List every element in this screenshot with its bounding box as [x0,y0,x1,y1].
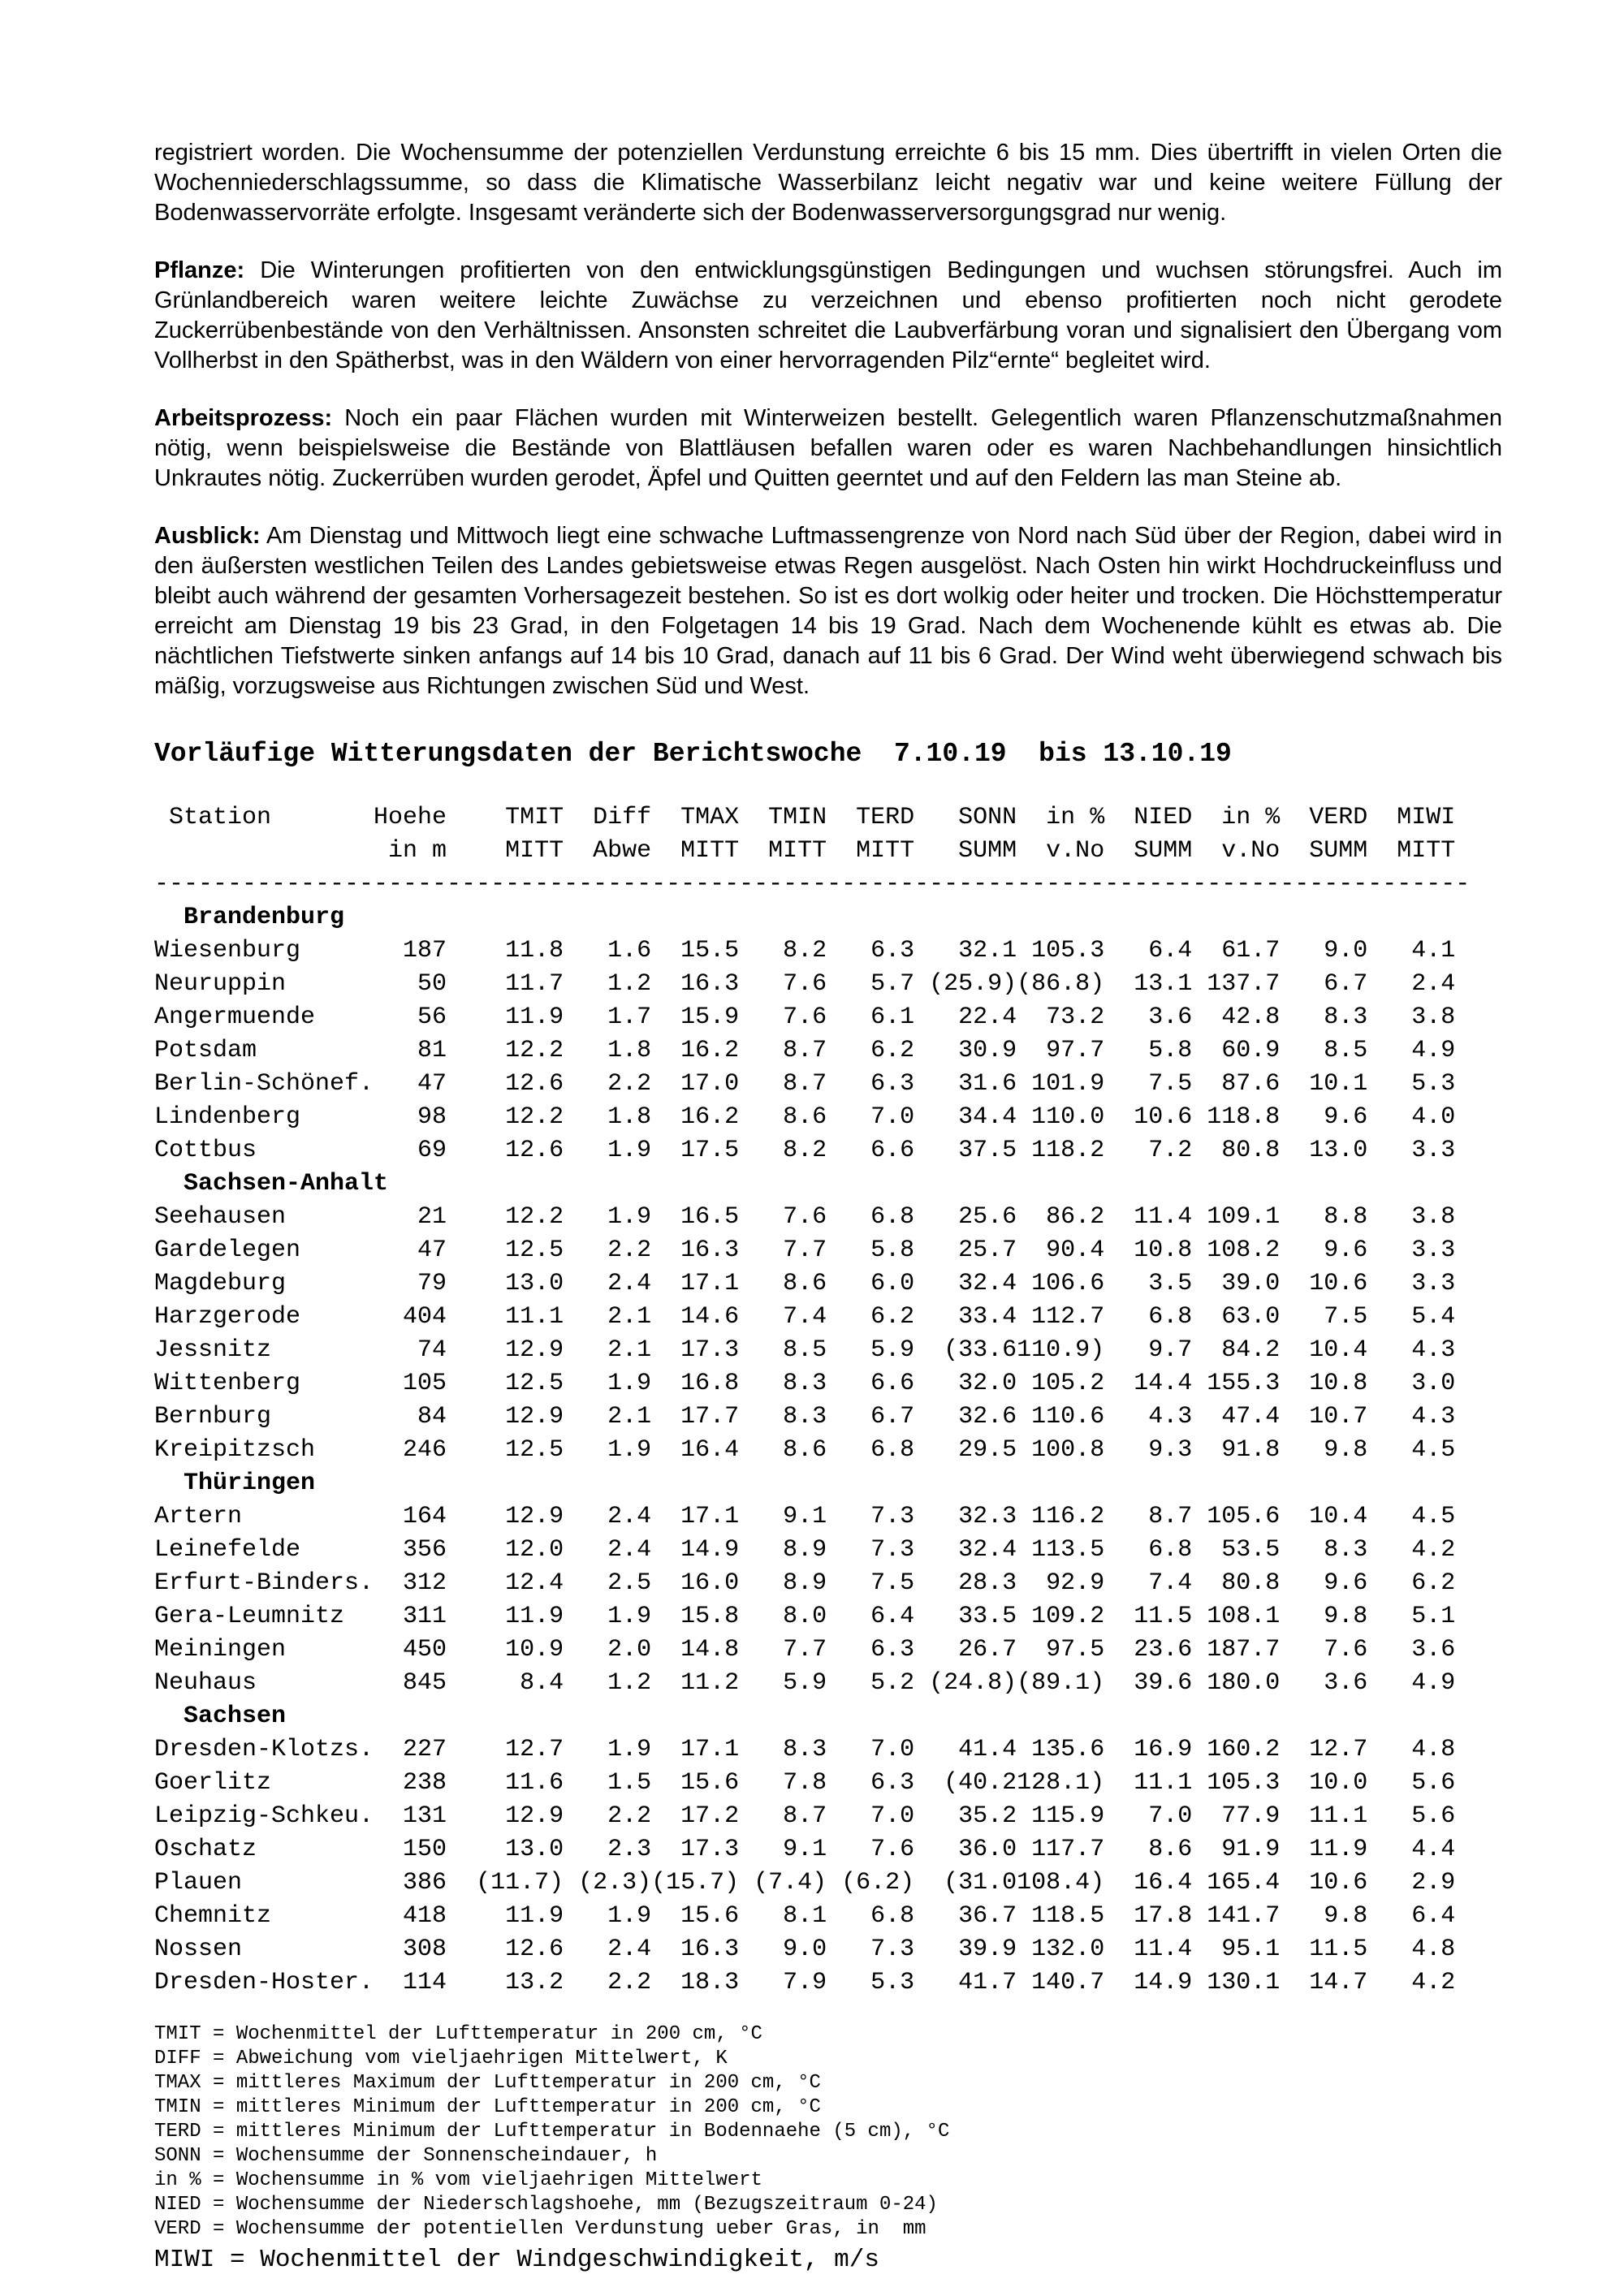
table-row: Cottbus 69 12.6 1.9 17.5 8.2 6.6 37.5 118.2 7.2 80.8 13.0 3.3 [154,1137,1456,1164]
legend-line: TMIN = mittleres Minimum der Lufttemperatur in 200 cm, °C [154,2096,821,2118]
table-row: Dresden-Klotzs. 227 12.7 1.9 17.1 8.3 7.0 41.4 135.6 16.9 160.2 12.7 4.8 [154,1736,1456,1763]
table-row: Lindenberg 98 12.2 1.8 16.2 8.6 7.0 34.4 110.0 10.6 118.8 9.6 4.0 [154,1103,1456,1131]
table-row: Leinefelde 356 12.0 2.4 14.9 8.9 7.3 32.4 113.5 6.8 53.5 8.3 4.2 [154,1536,1456,1564]
table-separator: ------------------------------------------------------------------------------------------ [154,870,1471,898]
table-row: Kreipitzsch 246 12.5 1.9 16.4 8.6 6.8 29.5 100.8 9.3 91.8 9.8 4.5 [154,1436,1456,1464]
table-row: Wittenberg 105 12.5 1.9 16.8 8.3 6.6 32.0 105.2 14.4 155.3 10.8 3.0 [154,1370,1456,1397]
paragraphs [154,138,1502,701]
legend-line: in % = Wochensumme in % vom vieljaehrigen Mittelwert [154,2169,762,2191]
table-row: Dresden-Hoster. 114 13.2 2.2 18.3 7.9 5.3 41.7 140.7 14.9 130.1 14.7 4.2 [154,1969,1456,1996]
legend-miwi-line: MIWI = Wochenmittel der Windgeschwindigkeit, m/s [154,2246,879,2274]
legend-line: SONN = Wochensumme der Sonnenscheindauer, h [154,2145,658,2167]
legend [154,2022,1502,2242]
paragraph: Arbeitsprozess: Noch ein paar Flächen wurden mit Winterweizen bestellt. Gelegentlich waren Pflanzenschutzmaßnahmen nötig, wenn beispielsweise die Bestände von Blattläusen befallen waren oder es waren Nachbehandlungen hinsichtlich Unkrautes nötig. Zuckerrüben wurden gerodet, Äpfel und Quitten geerntet und auf den Feldern las man Steine ab. [154,405,1502,491]
table-row: Erfurt-Binders. 312 12.4 2.5 16.0 8.9 7.5 28.3 92.9 7.4 80.8 9.6 6.2 [154,1569,1456,1597]
table-row: Gardelegen 47 12.5 2.2 16.3 7.7 5.8 25.7 90.4 10.8 108.2 9.6 3.3 [154,1236,1456,1264]
paragraph: registriert worden. Die Wochensumme der potenziellen Verdunstung erreichte 6 bis 15 mm. Dies übertrifft in vielen Orten die Wochenniederschlagssumme, so dass die Klimatische Wasserbilanz leicht negativ war und keine weitere Füllung der Bodenwasservorräte erfolgte. Insgesamt veränderte sich der Bodenwasserversorgungsgrad nur wenig. [154,140,1502,226]
report-title: Vorläufige Witterungsdaten der Berichtswoche 7.10.19 bis 13.10.19 [154,739,1232,769]
table-row: Angermuende 56 11.9 1.7 15.9 7.6 6.1 22.4 73.2 3.6 42.8 8.3 3.8 [154,1003,1456,1031]
table-row: Jessnitz 74 12.9 2.1 17.3 8.5 5.9 (33.6110.9) 9.7 84.2 10.4 4.3 [154,1336,1456,1364]
table-header-row: Station Hoehe TMIT Diff TMAX TMIN TERD SONN in % NIED in % VERD MIWI [154,804,1456,831]
table-row: Meiningen 450 10.9 2.0 14.8 7.7 6.3 26.7 97.5 23.6 187.7 7.6 3.6 [154,1636,1456,1664]
table-row: Gera-Leumnitz 311 11.9 1.9 15.8 8.0 6.4 33.5 109.2 11.5 108.1 9.8 5.1 [154,1603,1456,1630]
table-row: Neuhaus 845 8.4 1.2 11.2 5.9 5.2 (24.8)(89.1) 39.6 180.0 3.6 4.9 [154,1669,1456,1697]
paragraph: Ausblick: Am Dienstag und Mittwoch liegt eine schwache Luftmassengrenze von Nord nach Süd über der Region, dabei wird in den äußersten westlichen Teilen des Landes gebietsweise etwas Regen ausgelöst. Nach Osten hin wirkt Hochdruckeinfluss und bleibt auch während der gesamten Vorhersagezeit bestehen. So ist es dort wolkig oder heiter und trocken. Die Höchsttemperatur erreicht am Dienstag 19 bis 23 Grad, in den Folgetagen 14 bis 19 Grad. Nach dem Wochenende kühlt es etwas ab. Die nächtlichen Tiefstwerte sinken anfangs auf 14 bis 10 Grad, danach auf 11 bis 6 Grad. Der Wind weht überwiegend schwach bis mäßig, vorzugsweise aus Richtungen zwischen Süd und West. [154,523,1502,699]
paragraph-lead: Ausblick: [154,523,261,549]
table-row: Leipzig-Schkeu. 131 12.9 2.2 17.2 8.7 7.0 35.2 115.9 7.0 77.9 11.1 5.6 [154,1802,1456,1830]
paragraph: Pflanze: Die Winterungen profitierten von den entwicklungsgünstigen Bedingungen und wuchsen störungsfrei. Auch im Grünlandbereich waren weitere leichte Zuwächse zu verzeichnen und ebenso profitierten noch nicht gerodete Zuckerrübenbestände von den Verhältnissen. Ansonsten schreitet die Laubverfärbung voran und signalisiert den Übergang vom Vollherbst in den Spätherbst, was in den Wäldern von einer hervorragenden Pilz“ernte“ begleitet wird. [154,257,1502,373]
table-row: Harzgerode 404 11.1 2.1 14.6 7.4 6.2 33.4 112.7 6.8 63.0 7.5 5.4 [154,1303,1456,1331]
table-row: Plauen 386 (11.7) (2.3)(15.7) (7.4) (6.2) (31.0108.4) 16.4 165.4 10.6 2.9 [154,1869,1456,1897]
table-row: Neuruppin 50 11.7 1.2 16.3 7.6 5.7 (25.9)(86.8) 13.1 137.7 6.7 2.4 [154,970,1456,998]
table-row: Goerlitz 238 11.6 1.5 15.6 7.8 6.3 (40.2128.1) 11.1 105.3 10.0 5.6 [154,1769,1456,1797]
table-row: Berlin-Schönef. 47 12.6 2.2 17.0 8.7 6.3 31.6 101.9 7.5 87.6 10.1 5.3 [154,1070,1456,1098]
paragraph-lead: Pflanze: [154,257,245,283]
legend-line: NIED = Wochensumme der Niederschlagshoehe, mm (Bezugszeitraum 0-24) [154,2194,938,2216]
table-row: Bernburg 84 12.9 2.1 17.7 8.3 6.7 32.6 110.6 4.3 47.4 10.7 4.3 [154,1403,1456,1431]
legend-line: DIFF = Abweichung vom vieljaehrigen Mittelwert, K [154,2048,728,2069]
region-header: Sachsen-Anhalt [154,1170,389,1198]
region-header: Brandenburg [154,904,345,931]
table-header-row-2: in m MITT Abwe MITT MITT MITT SUMM v.No SUMM v.No SUMM MITT [154,837,1456,865]
table-row: Oschatz 150 13.0 2.3 17.3 9.1 7.6 36.0 117.7 8.6 91.9 11.9 4.4 [154,1836,1456,1863]
weather-table [154,801,1502,2000]
region-header: Thüringen [154,1470,316,1497]
table-row: Magdeburg 79 13.0 2.4 17.1 8.6 6.0 32.4 106.6 3.5 39.0 10.6 3.3 [154,1270,1456,1297]
table-row: Potsdam 81 12.2 1.8 16.2 8.7 6.2 30.9 97.7 5.8 60.9 8.5 4.9 [154,1037,1456,1064]
legend-line: TERD = mittleres Minimum der Lufttemperatur in Bodennaehe (5 cm), °C [154,2121,950,2143]
paragraph-lead: Arbeitsprozess: [154,405,333,431]
region-header: Sachsen [154,1703,287,1730]
table-row: Wiesenburg 187 11.8 1.6 15.5 8.2 6.3 32.1 105.3 6.4 61.7 9.0 4.1 [154,937,1456,965]
legend-line: TMIT = Wochenmittel der Lufttemperatur in 200 cm, °C [154,2023,762,2045]
legend-line: TMAX = mittleres Maximum der Lufttemperatur in 200 cm, °C [154,2072,821,2094]
table-row: Chemnitz 418 11.9 1.9 15.6 8.1 6.8 36.7 118.5 17.8 141.7 9.8 6.4 [154,1902,1456,1930]
table-row: Nossen 308 12.6 2.4 16.3 9.0 7.3 39.9 132.0 11.4 95.1 11.5 4.8 [154,1936,1456,1963]
table-row: Artern 164 12.9 2.4 17.1 9.1 7.3 32.3 116.2 8.7 105.6 10.4 4.5 [154,1503,1456,1530]
legend-line: VERD = Wochensumme der potentiellen Verdunstung ueber Gras, in mm [154,2218,926,2240]
table-row: Seehausen 21 12.2 1.9 16.5 7.6 6.8 25.6 86.2 11.4 109.1 8.8 3.8 [154,1203,1456,1231]
